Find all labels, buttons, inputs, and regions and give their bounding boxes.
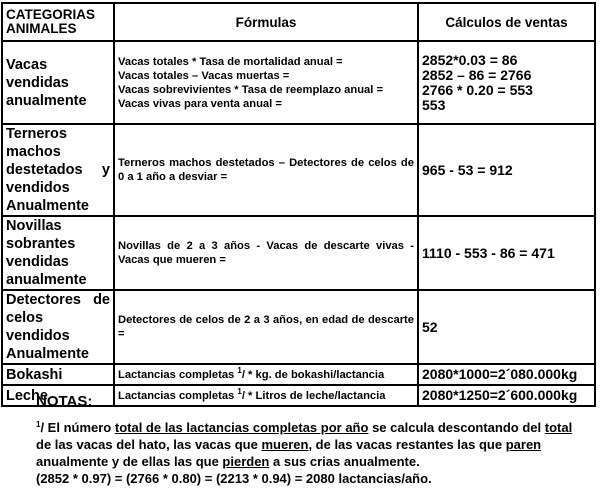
- row-calculation: 965 - 53 = 912: [418, 124, 595, 216]
- formula-text: / * kg. de bokashi/lactancia: [241, 368, 385, 381]
- notes-text: se calcula descontando del: [368, 420, 545, 435]
- notes-paragraph: [36, 419, 576, 487]
- header-categories: CATEGORIAS ANIMALES: [2, 3, 114, 41]
- row-calculation: 52: [418, 290, 595, 364]
- row-formula: Detectores de celos de 2 a 3 años, en edad de descarte =: [114, 290, 418, 364]
- notes-underlined-text: total de las lactancias completas por año: [114, 420, 369, 435]
- header-sales-calculations: Cálculos de ventas: [418, 3, 595, 41]
- notes-underlined-text: paren: [505, 437, 542, 452]
- notes-text: , de las vacas restantes las que: [308, 437, 506, 452]
- table-row: [2, 41, 595, 124]
- row-formula: [114, 41, 418, 124]
- table-row: [2, 290, 595, 364]
- calc-line: 553: [422, 96, 446, 113]
- calc-line: 2766 * 0.20 = 553: [422, 81, 533, 98]
- formula-text: Lactancias completas: [118, 368, 238, 381]
- footnote-marker: 1: [237, 386, 242, 396]
- calc-line: 2852 – 86 = 2766: [422, 66, 532, 83]
- calc-line: 2852*0.03 = 86: [422, 51, 518, 68]
- sales-calculation-table: [1, 2, 596, 407]
- table-row: [2, 364, 595, 385]
- formula-text: Lactancias completas: [118, 389, 238, 402]
- table-header-row: [2, 3, 595, 41]
- row-category: Vacas vendidas anualmente: [2, 41, 114, 124]
- notes-section: [36, 393, 576, 487]
- formula-line: Vacas totales * Tasa de mortalidad anual =: [118, 55, 343, 68]
- footnote-marker: 1: [237, 365, 242, 375]
- row-category: Terneros machos destetados y vendidos Anualmente: [2, 124, 114, 216]
- notes-text: / El número: [40, 420, 115, 435]
- formula-line: Vacas sobrevivientes * Tasa de reemplazo anual =: [118, 83, 384, 96]
- row-category: Novillas sobrantes vendidas anualmente: [2, 216, 114, 290]
- notes-text: a sus crias anualmente.: [269, 454, 420, 469]
- header-formulas: Fórmulas: [114, 3, 418, 41]
- notes-underlined-text: total: [544, 420, 573, 435]
- table-row: [2, 124, 595, 216]
- row-calculation: 2080*1250=2´600.000kg: [418, 385, 595, 406]
- notes-text: de las vacas del hato, las vacas que: [36, 437, 262, 452]
- notes-underlined-text: mueren: [261, 437, 309, 452]
- row-calculation: 1110 - 553 - 86 = 471: [418, 216, 595, 290]
- row-formula: Terneros machos destetados – Detectores de celos de 0 a 1 año a desviar =: [114, 124, 418, 216]
- table-row: [2, 216, 595, 290]
- notes-title: NOTAS:: [36, 393, 93, 410]
- row-formula: Novillas de 2 a 3 años - Vacas de descarte vivas - Vacas que mueren =: [114, 216, 418, 290]
- row-calculation: 2080*1000=2´080.000kg: [418, 364, 595, 385]
- row-category: Detectores de celos vendidos Anualmente: [2, 290, 114, 364]
- notes-underlined-text: pierden: [222, 454, 270, 469]
- formula-line: Vacas vivas para venta anual =: [118, 97, 282, 110]
- row-category: Leche: [2, 385, 114, 406]
- row-formula: [114, 364, 418, 385]
- row-category: Bokashi: [2, 364, 114, 385]
- row-calculation: [418, 41, 595, 124]
- notes-equation: (2852 * 0.97) = (2766 * 0.80) = (2213 * 0.94) = 2080 lactancias/año.: [36, 471, 432, 486]
- formula-text: / * Litros de leche/lactancia: [241, 389, 386, 402]
- notes-text: anualmente y de ellas las que: [36, 454, 223, 469]
- footnote-marker: 1: [36, 420, 41, 429]
- formula-line: Vacas totales – Vacas muertas =: [118, 69, 290, 82]
